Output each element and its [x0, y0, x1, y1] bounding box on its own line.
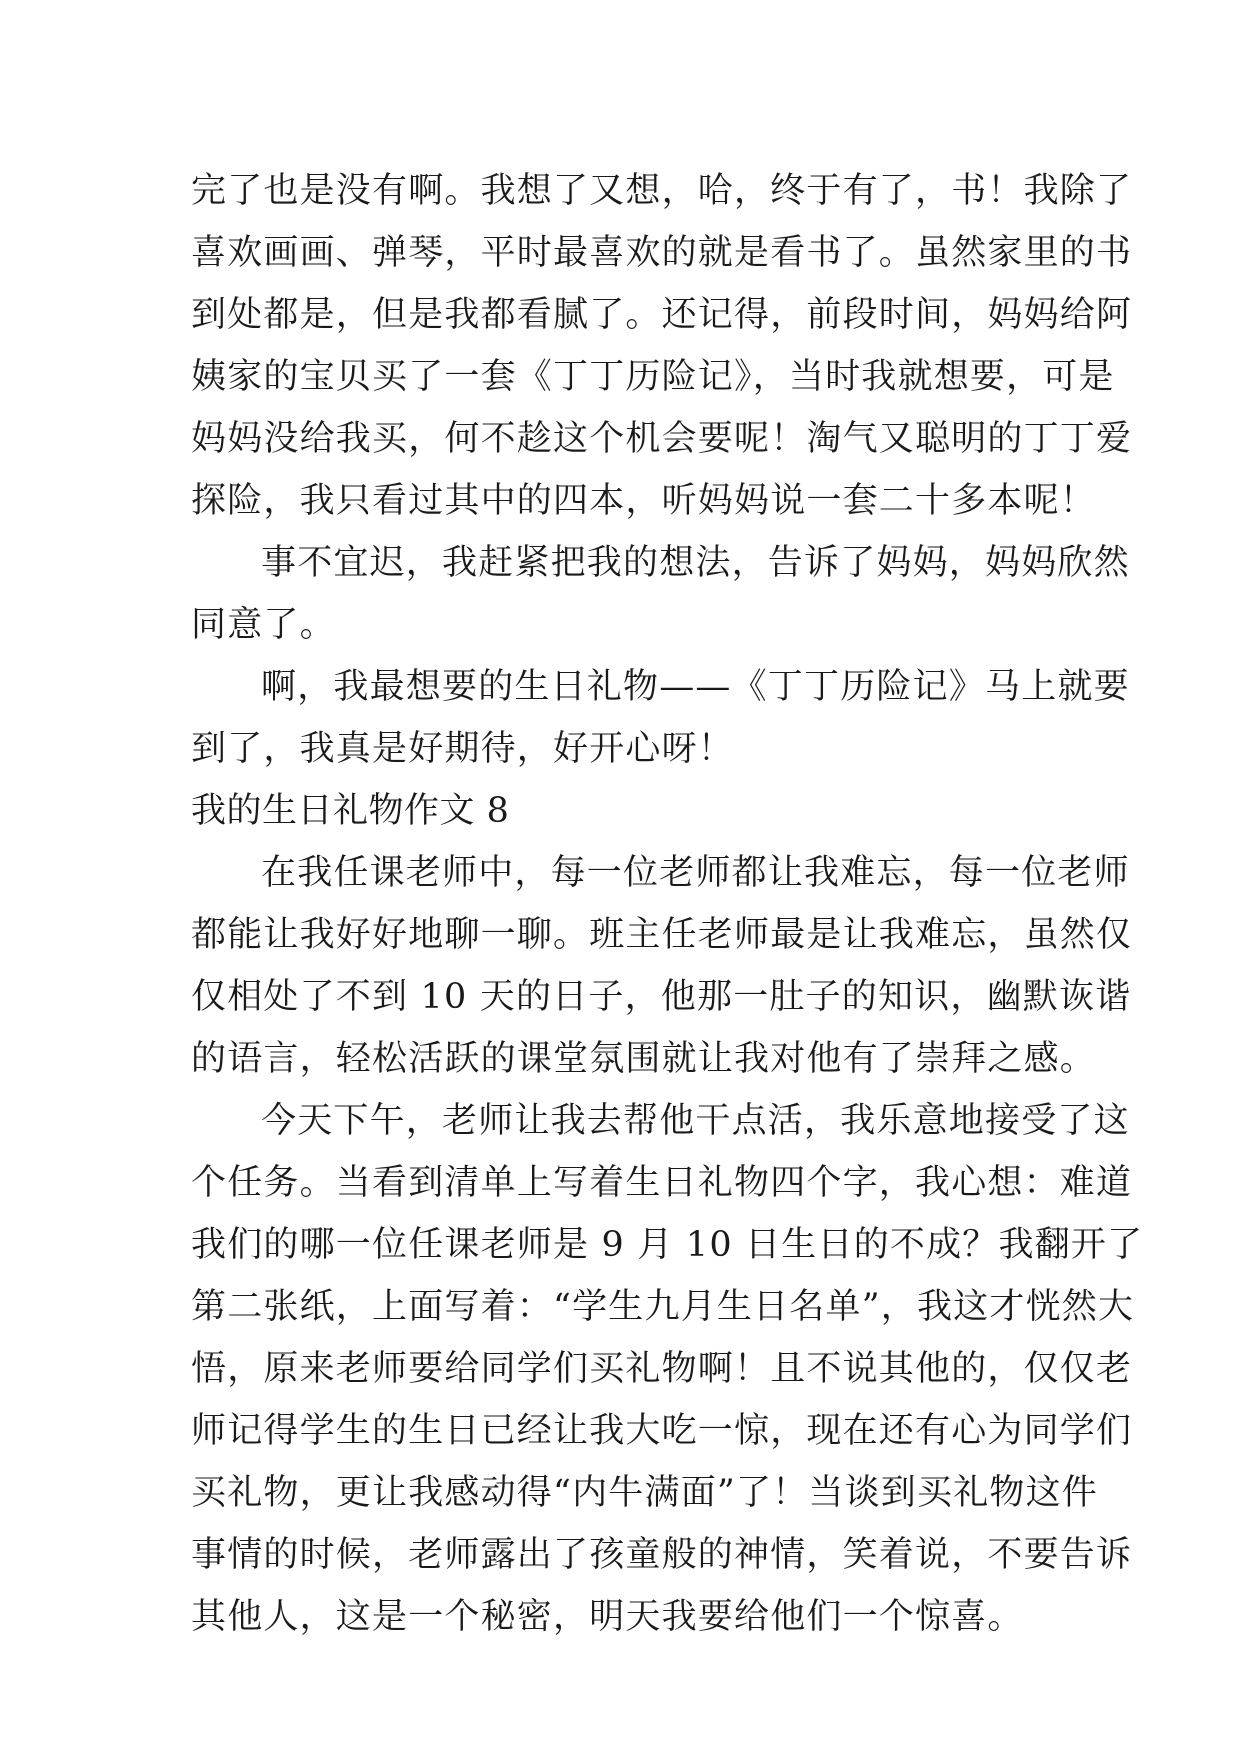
text-line: 喜欢画画、弹琴，平时最喜欢的就是看书了。虽然家里的书 [191, 233, 1133, 273]
text-line: 个任务。当看到清单上写着生日礼物四个字，我心想：难道 [191, 1163, 1133, 1203]
text-line: 啊，我最想要的生日礼物——《丁丁历险记》马上就要 [261, 667, 1130, 707]
text-line: 完了也是没有啊。我想了又想，哈，终于有了，书！我除了 [191, 171, 1133, 211]
text-line: 探险，我只看过其中的四本，听妈妈说一套二十多本呢！ [191, 481, 1097, 521]
text-line: 今天下午，老师让我去帮他干点活，我乐意地接受了这 [261, 1101, 1130, 1141]
text-line: 第二张纸，上面写着：“学生九月生日名单”，我这才恍然大 [191, 1287, 1135, 1327]
text-line: 姨家的宝贝买了一套《丁丁历险记》，当时我就想要，可是 [191, 357, 1115, 397]
text-line: 在我任课老师中，每一位老师都让我难忘，每一位老师 [261, 853, 1130, 893]
text-line: 事不宜迟，我赶紧把我的想法，告诉了妈妈，妈妈欣然 [261, 543, 1130, 583]
text-line: 其他人，这是一个秘密，明天我要给他们一个惊喜。 [191, 1597, 1024, 1637]
text-line: 的语言，轻松活跃的课堂氛围就让我对他有了崇拜之感。 [191, 1039, 1097, 1079]
text-line: 我们的哪一位任课老师是 9 月 10 日生日的不成？我翻开了 [191, 1225, 1144, 1265]
text-line: 悟，原来老师要给同学们买礼物啊！且不说其他的，仅仅老 [191, 1349, 1133, 1389]
text-line: 到处都是，但是我都看腻了。还记得，前段时间，妈妈给阿 [191, 295, 1133, 335]
text-line: 同意了。 [191, 605, 336, 645]
text-line: 师记得学生的生日已经让我大吃一惊，现在还有心为同学们 [191, 1411, 1133, 1451]
paragraph [191, 842, 1133, 1090]
section-heading [191, 780, 1051, 842]
paragraph [191, 1090, 1144, 1648]
text-line: 都能让我好好地聊一聊。班主任老师最是让我难忘，虽然仅 [191, 915, 1133, 955]
paragraph [191, 532, 1130, 656]
text-line: 到了，我真是好期待，好开心呀！ [191, 729, 735, 769]
text-line: 事情的时候，老师露出了孩童般的神情，笑着说，不要告诉 [191, 1535, 1133, 1575]
text-line: 妈妈没给我买，何不趁这个机会要呢！淘气又聪明的丁丁爱 [191, 419, 1133, 459]
paragraph [191, 160, 1133, 532]
paragraph [191, 656, 1130, 780]
heading-text: 我的生日礼物作文 8 [191, 791, 510, 831]
document-page [191, 160, 1144, 1648]
text-line: 买礼物，更让我感动得“内牛满面”了！当谈到买礼物这件 [191, 1473, 1098, 1513]
text-line: 仅相处了不到 10 天的日子，他那一肚子的知识，幽默诙谐 [191, 977, 1132, 1017]
